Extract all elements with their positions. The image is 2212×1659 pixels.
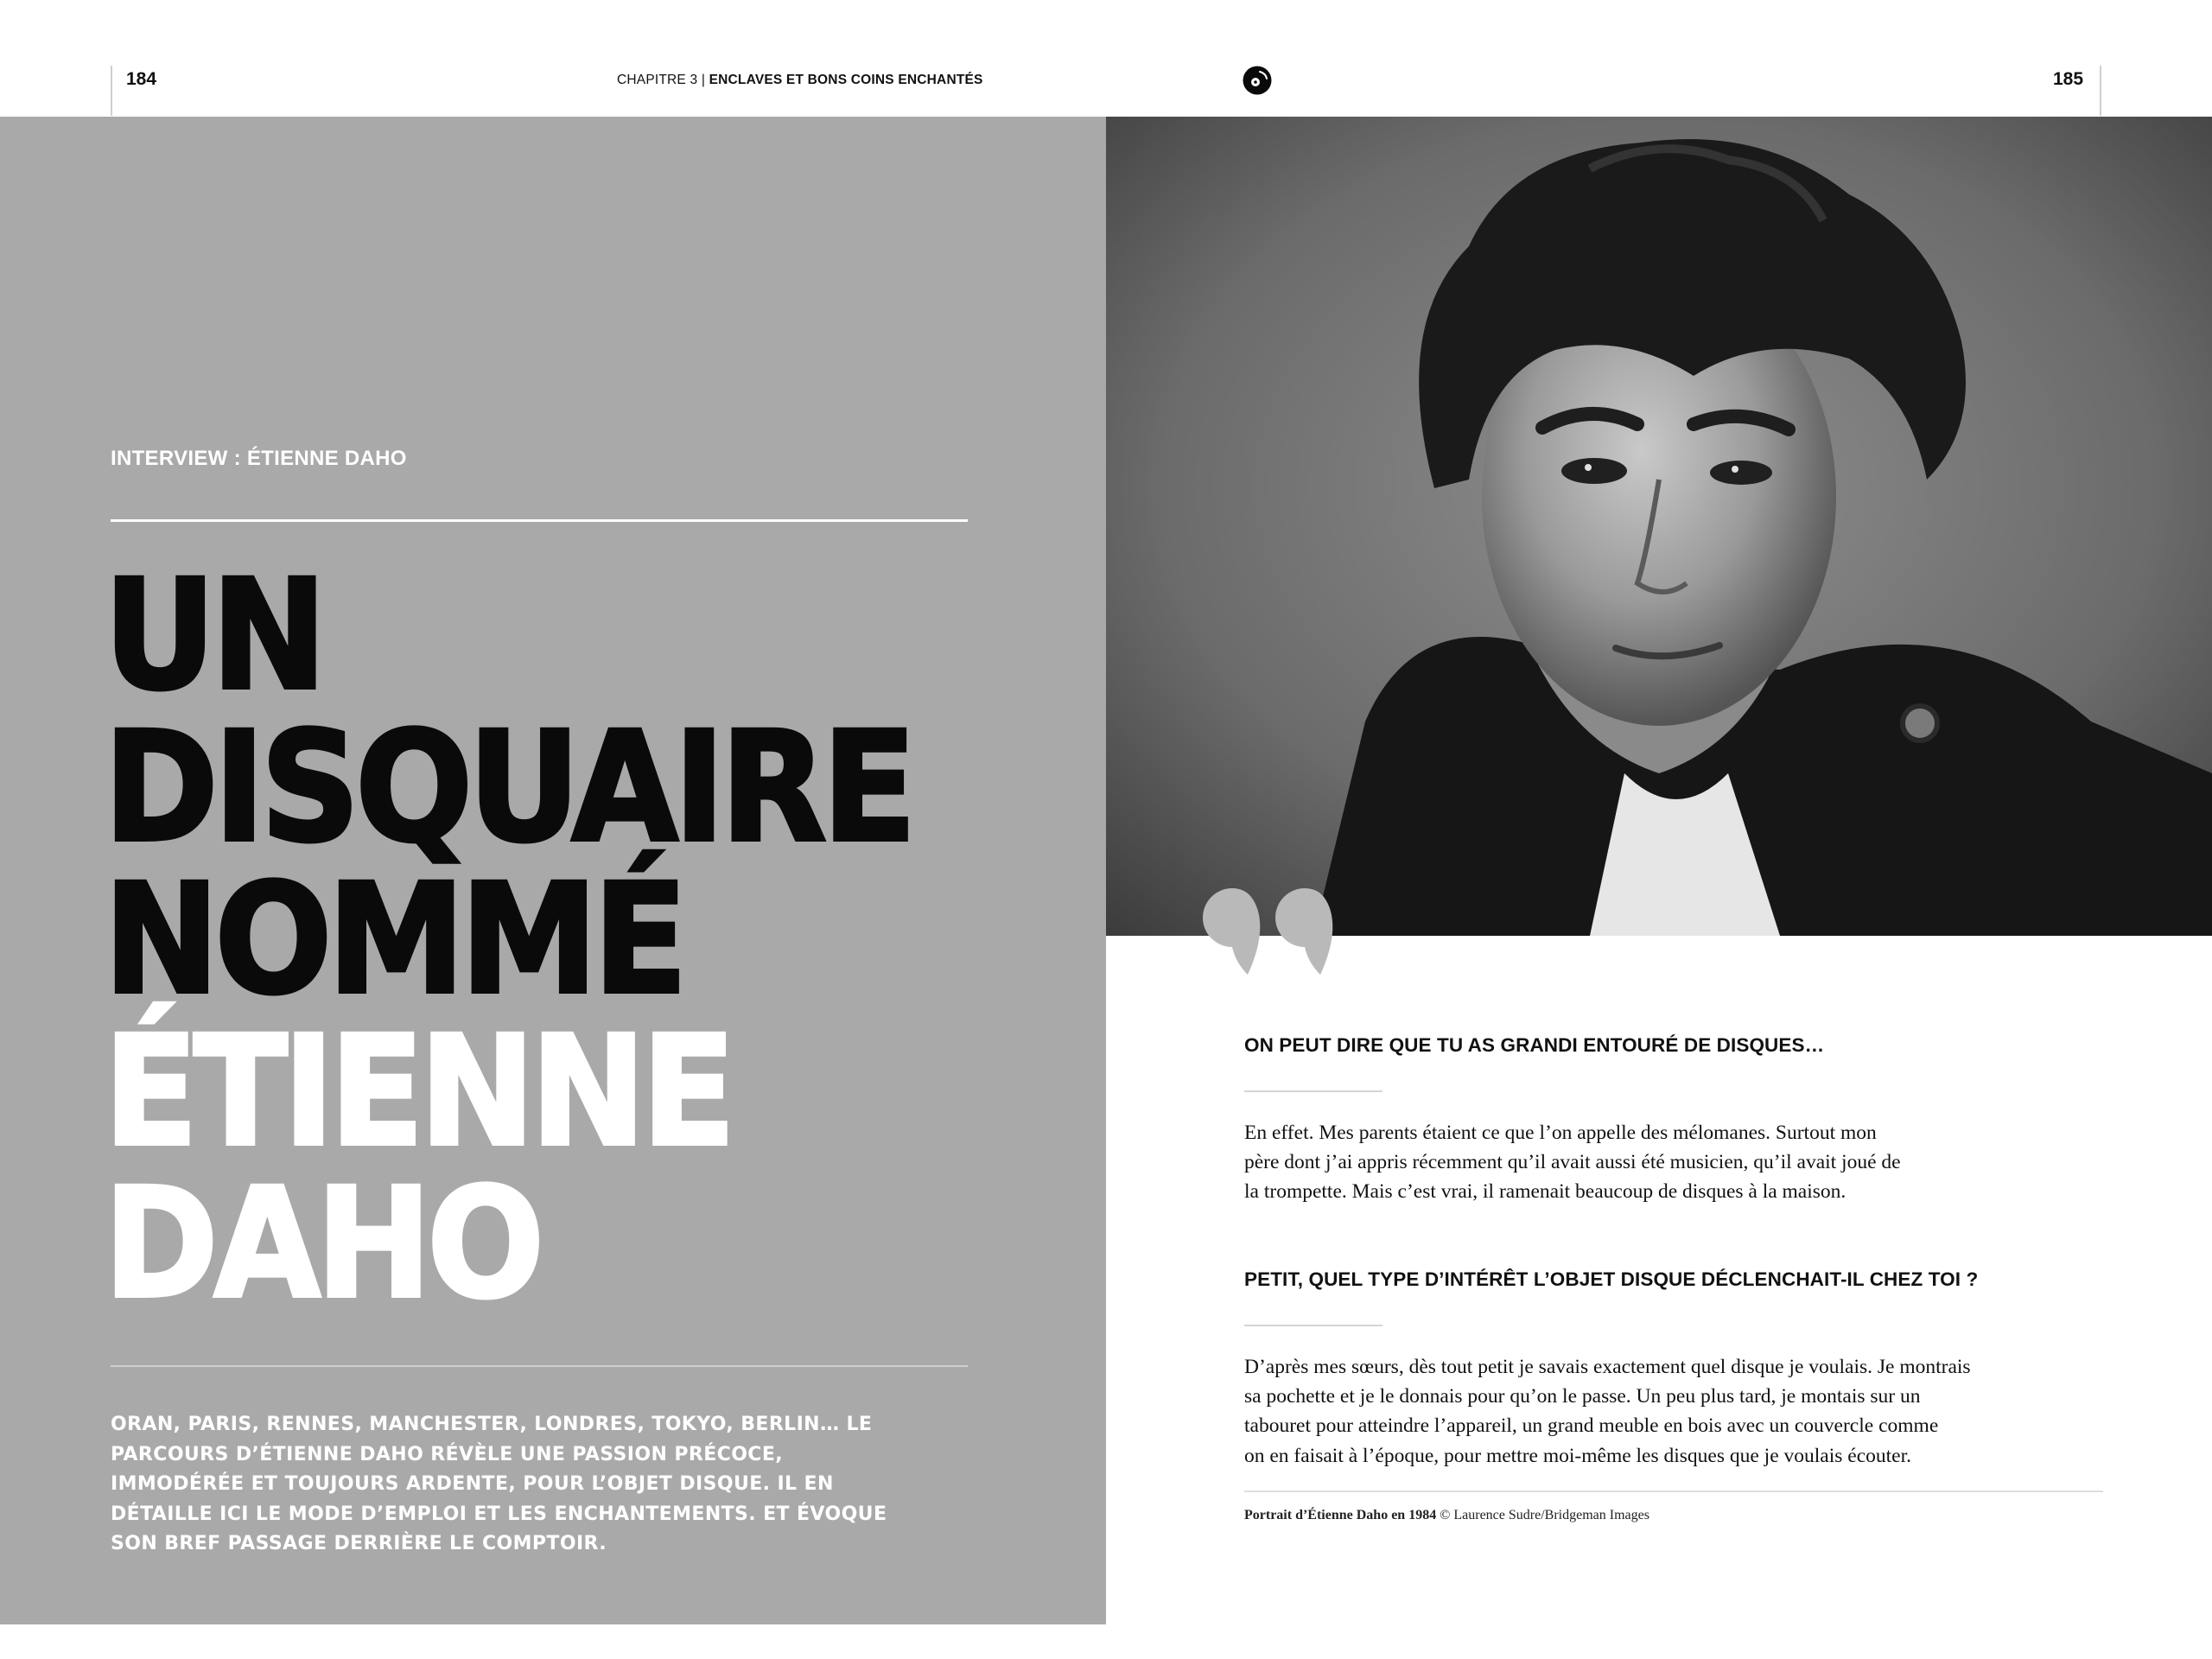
page-number-right: 185	[2053, 69, 2084, 89]
answer-line: on en faisait à l’époque, pour mettre moi-même les disques que je voulais écouter.	[1244, 1444, 1912, 1467]
answer-line: D’après mes sœurs, dès tout petit je savais exactement quel disque je voulais. Je montrais	[1244, 1356, 1971, 1378]
photo-caption	[1244, 1508, 1649, 1523]
answer-line: la trompette. Mais c’est vrai, il ramenait beaucoup de disques à la maison.	[1244, 1180, 1847, 1204]
interview-answer	[1244, 1352, 2039, 1471]
interview-question: PETIT, QUEL TYPE D’INTÉRÊT L’OBJET DISQUE DÉCLENCHAIT-IL CHEZ TOI ?	[1244, 1268, 1979, 1290]
question-divider	[1244, 1090, 1382, 1092]
vinyl-disc-icon	[1243, 66, 1272, 95]
interview-question: ON PEUT DIRE QUE TU AS GRANDI ENTOURÉ DE DISQUES…	[1244, 1034, 1825, 1056]
headline-line: NOMMÉ	[104, 851, 683, 1028]
headline	[104, 547, 1054, 1332]
interview-answer	[1244, 1118, 2039, 1207]
lede-divider	[111, 1365, 968, 1367]
header-tick-left	[111, 66, 112, 116]
lede-paragraph: ORAN, PARIS, RENNES, MANCHESTER, LONDRES, TOKYO, BERLIN… LE PARCOURS D’ÉTIENNE DAHO RÉVÈLE UNE PASSION PRÉCOCE, IMMODÉRÉE ET TOUJOURS ARDENTE, POUR L’OBJET DISQUE. IL EN DÉTAILLE ICI LE MODE D’EMPLOI ET LES ENCHANTEMENTS. ET ÉVOQUE SON BREF PASSAGE DERRIÈRE LE COMPTOIR.	[111, 1414, 887, 1554]
headline-line: UN	[104, 547, 322, 724]
caption-credit: © Laurence Sudre/Bridgeman Images	[1440, 1508, 1649, 1522]
answer-line: sa pochette et je le donnais pour qu’on le passe. Un peu plus tard, je montais sur un	[1244, 1385, 1921, 1408]
page-header	[0, 0, 2212, 117]
answer-line: père dont j’ai appris récemment qu’il avait aussi été musicien, qu’il avait joué de	[1244, 1151, 1901, 1174]
chapter-separator: |	[701, 73, 706, 87]
question-divider	[1244, 1325, 1382, 1326]
page-number-left: 184	[126, 69, 157, 89]
caption-divider	[1244, 1491, 2103, 1492]
answer-line: En effet. Mes parents étaient ce que l’on appelle des mélomanes. Surtout mon	[1244, 1122, 1877, 1144]
caption-subject: Portrait d’Étienne Daho en 1984	[1244, 1508, 1437, 1522]
chapter-label: CHAPITRE 3	[617, 73, 698, 87]
running-head	[617, 73, 983, 88]
quotation-mark-icon	[1198, 885, 1344, 976]
headline-line: DISQUAIRE	[104, 699, 912, 876]
kicker-divider	[111, 519, 968, 522]
headline-line-highlight: DAHO	[104, 1155, 540, 1332]
portrait-photo	[1106, 117, 2212, 936]
headline-line-highlight: ÉTIENNE	[104, 1003, 732, 1180]
answer-line: tabouret pour atteindre l’appareil, un grand meuble en bois avec un couvercle comme	[1244, 1414, 1939, 1438]
header-tick-right	[2100, 66, 2101, 116]
chapter-title: ENCLAVES ET BONS COINS ENCHANTÉS	[709, 73, 983, 87]
kicker-label: INTERVIEW : ÉTIENNE DAHO	[111, 447, 407, 470]
